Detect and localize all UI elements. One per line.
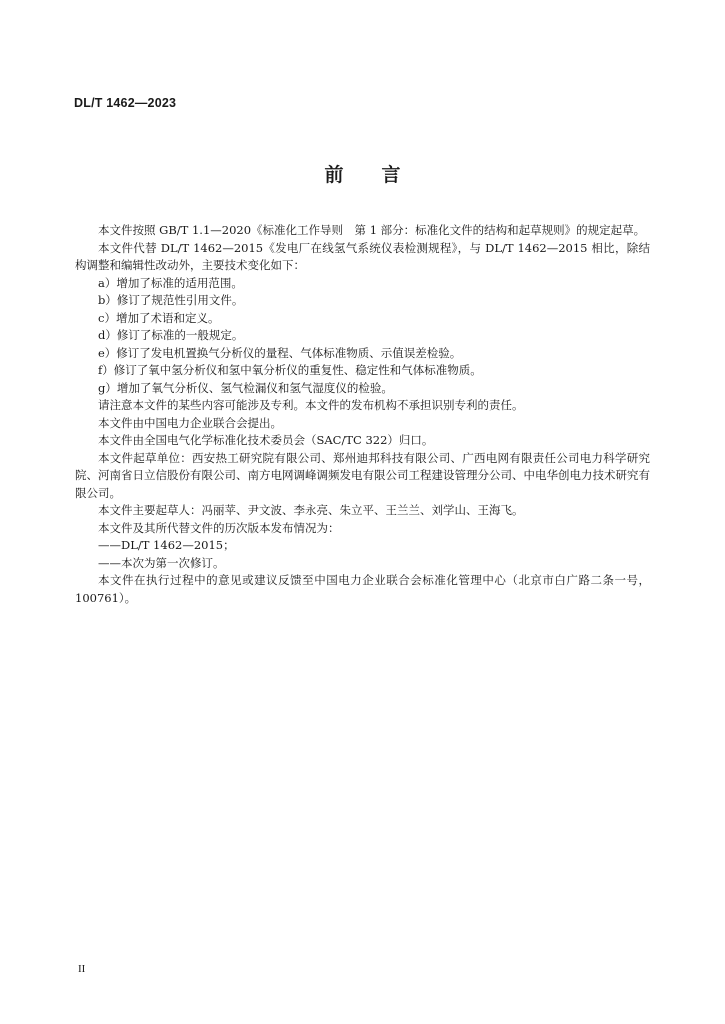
paragraph-patent-notice: 请注意本文件的某些内容可能涉及专利。本文件的发布机构不承担识别专利的责任。 <box>98 398 524 412</box>
change-item-a: a）增加了标准的适用范围。 <box>98 275 243 290</box>
foreword-body <box>75 222 650 607</box>
paragraph-replacement: 本文件代替 DL/T 1462—2015《发电厂在线氢气系统仪表检测规程》，与 DL/T 1462—2015 相比，除结构调整和编辑性改动外，主要技术变化如下： <box>75 240 650 272</box>
paragraph-version-history: 本文件及其所代替文件的历次版本发布情况为： <box>98 520 340 535</box>
change-item-d: d）修订了标准的一般规定。 <box>98 328 244 342</box>
paragraph-drafters: 本文件主要起草人：冯丽苹、尹文波、李永亮、朱立平、王兰兰、刘学山、王海飞。 <box>98 503 524 517</box>
standard-code: DL/T 1462—2023 <box>74 96 177 110</box>
version-history-item-1: ——DL/T 1462—2015； <box>98 538 235 552</box>
change-item-b: b）修订了规范性引用文件。 <box>98 293 244 307</box>
paragraph-drafting-units: 本文件起草单位：西安热工研究院有限公司、郑州迪邦科技有限公司、广西电网有限责任公司电力科学研究院、河南省日立信股份有限公司、南方电网调峰调频发电有限公司工程建设管理分公司、中电华创电力技术研究有限公司。 <box>75 450 650 500</box>
change-item-e: e）修订了发电机置换气分析仪的量程、气体标准物质、示值误差检验。 <box>98 345 462 360</box>
page-number: II <box>78 963 86 975</box>
paragraph-drafting-basis: 本文件按照 GB/T 1.1—2020《标准化工作导则 第 1 部分：标准化文件的结构和起草规则》的规定起草。 <box>98 223 646 237</box>
paragraph-feedback: 本文件在执行过程中的意见或建议反馈至中国电力企业联合会标准化管理中心（北京市白广路二条一号，100761）。 <box>75 573 650 605</box>
paragraph-committee: 本文件由全国电气化学标准化技术委员会（SAC/TC 322）归口。 <box>98 433 434 447</box>
title-char-1: 前 <box>324 164 344 186</box>
change-item-g: g）增加了氧气分析仪、氢气检漏仪和氢气湿度仪的检验。 <box>98 380 393 395</box>
paragraph-proposer: 本文件由中国电力企业联合会提出。 <box>98 415 282 430</box>
version-history-item-2: ——本次为第一次修订。 <box>98 555 225 570</box>
change-item-f: f）修订了氧中氢分析仪和氢中氧分析仪的重复性、稳定性和气体标准物质。 <box>98 363 482 377</box>
title-char-2: 言 <box>381 164 401 186</box>
change-item-c: c）增加了术语和定义。 <box>98 310 220 325</box>
page-title <box>0 160 725 187</box>
